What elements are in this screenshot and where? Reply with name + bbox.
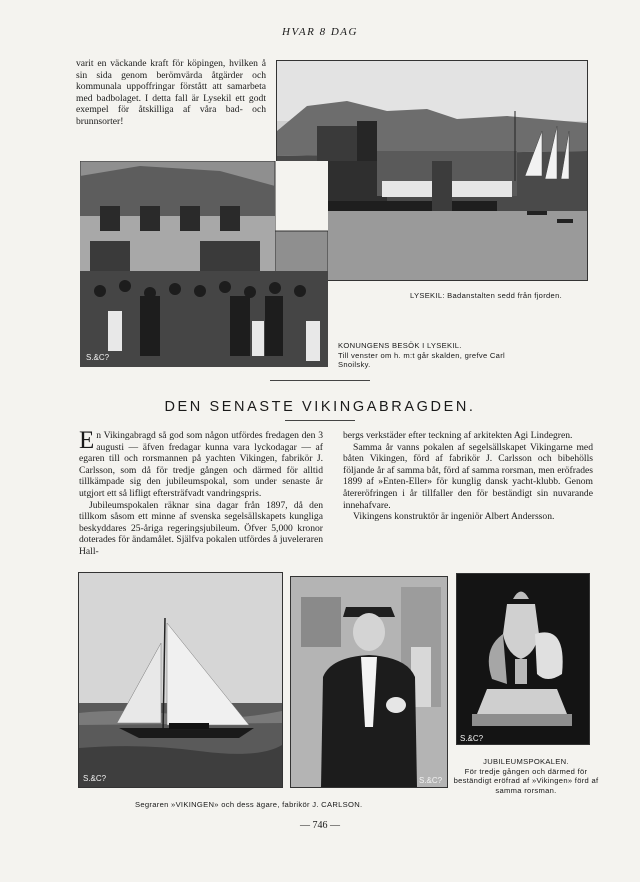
sailing-yacht-image xyxy=(79,573,282,787)
title-rule-top xyxy=(270,380,370,381)
trophy-caption xyxy=(452,757,600,795)
article-right-paragraph: Samma år vanns pokalen af segelsällskapet Vikingarne med båten Vikingen, förd af fabrikör J. Carlsson och bibehölls följande år af samma båt, förd af samma rorsman, men eröfrades 1899 af »Enten-Eller» för kunglig dansk yacht-klubb. Genom återeröfringen i år tillfaller den för beständigt sin nuvarande innehafvare. xyxy=(343,441,593,511)
trophy-photo-mark: S.&C? xyxy=(460,734,484,743)
article-left-column xyxy=(79,427,323,558)
king-visit-photo xyxy=(80,161,328,367)
skipper-image xyxy=(291,577,447,787)
king-visit-caption-sub: Till venster om h. m:t går skalden, grefve Carl Snoilsky. xyxy=(338,350,506,369)
skipper-photo xyxy=(290,576,448,788)
bath-house-caption: LYSEKIL: Badanstalten sedd från fjorden. xyxy=(410,291,563,300)
bottom-caption: Segraren »VIKINGEN» och dess ägare, fabrikör J. CARLSON. xyxy=(135,800,363,809)
article-right-paragraph: Vikingens konstruktör är ingeniör Albert Andersson. xyxy=(353,511,555,523)
skipper-photo-mark: S.&C? xyxy=(419,776,443,785)
drop-cap: E xyxy=(79,427,95,454)
page-number: — 746 — xyxy=(300,820,340,831)
king-visit-caption xyxy=(338,341,538,370)
trophy-caption-title: JUBILEUMSPOKALEN. xyxy=(483,757,569,766)
title-rule-bottom xyxy=(285,420,355,421)
sailing-yacht-photo xyxy=(78,572,283,788)
trophy-caption-sub: För tredje gången och därmed för beständigt eröfrad af »Vikingen» förd af samma rorsman. xyxy=(453,766,599,795)
article-right-column xyxy=(343,430,593,523)
article-right-paragraph: bergs verkstäder efter teckning af arkitekten Agi Lindegren. xyxy=(343,430,573,441)
king-visit-photo-mark: S.&C? xyxy=(86,353,110,362)
article-title: DEN SENASTE VIKINGABRAGDEN. xyxy=(164,399,476,415)
running-header: HVAR 8 DAG xyxy=(282,26,358,38)
intro-paragraph: varit en väckande kraft för köpingen, hvilken å sin sida genom berömvärda åtgärder och kommunala uppoffringar förstått att samarbeta med badbolaget. I detta fall är Lysekil ett godt exempel för åtskilliga af våra bad- och brunnsorter! xyxy=(76,58,266,127)
trophy-image xyxy=(457,574,589,744)
sailing-yacht-photo-mark: S.&C? xyxy=(83,774,107,783)
king-visit-image xyxy=(80,161,328,367)
king-visit-caption-title: KONUNGENS BESÖK I LYSEKIL. xyxy=(338,341,462,350)
article-left-paragraph: Jubileumspokalen räknar sina dagar från 1897, då den tillkom såsom ett minne af svenska segelsällskapets kungliga beskyddares 25-åriga regeringsjubileum. Öfver 5,000 kronor doterades för ändamålet. Själfva pokalen utfördes å juveleraren Hall- xyxy=(79,499,323,557)
article-left-paragraph: n Vikingabragd så god som någon utfördes fredagen den 3 augusti — äfven fredagar kunna vara lyckodagar — af egaren till och rorsmannen på yachten Vikingen, fabrikör J. Carlsson, som då för tredje gången och därmed för alltid tillkämpade sig den jubileumspokal, som under senaste år utgjort ett så lifligt eftersträfvadt vandringspris. xyxy=(79,430,323,499)
trophy-photo xyxy=(456,573,590,745)
